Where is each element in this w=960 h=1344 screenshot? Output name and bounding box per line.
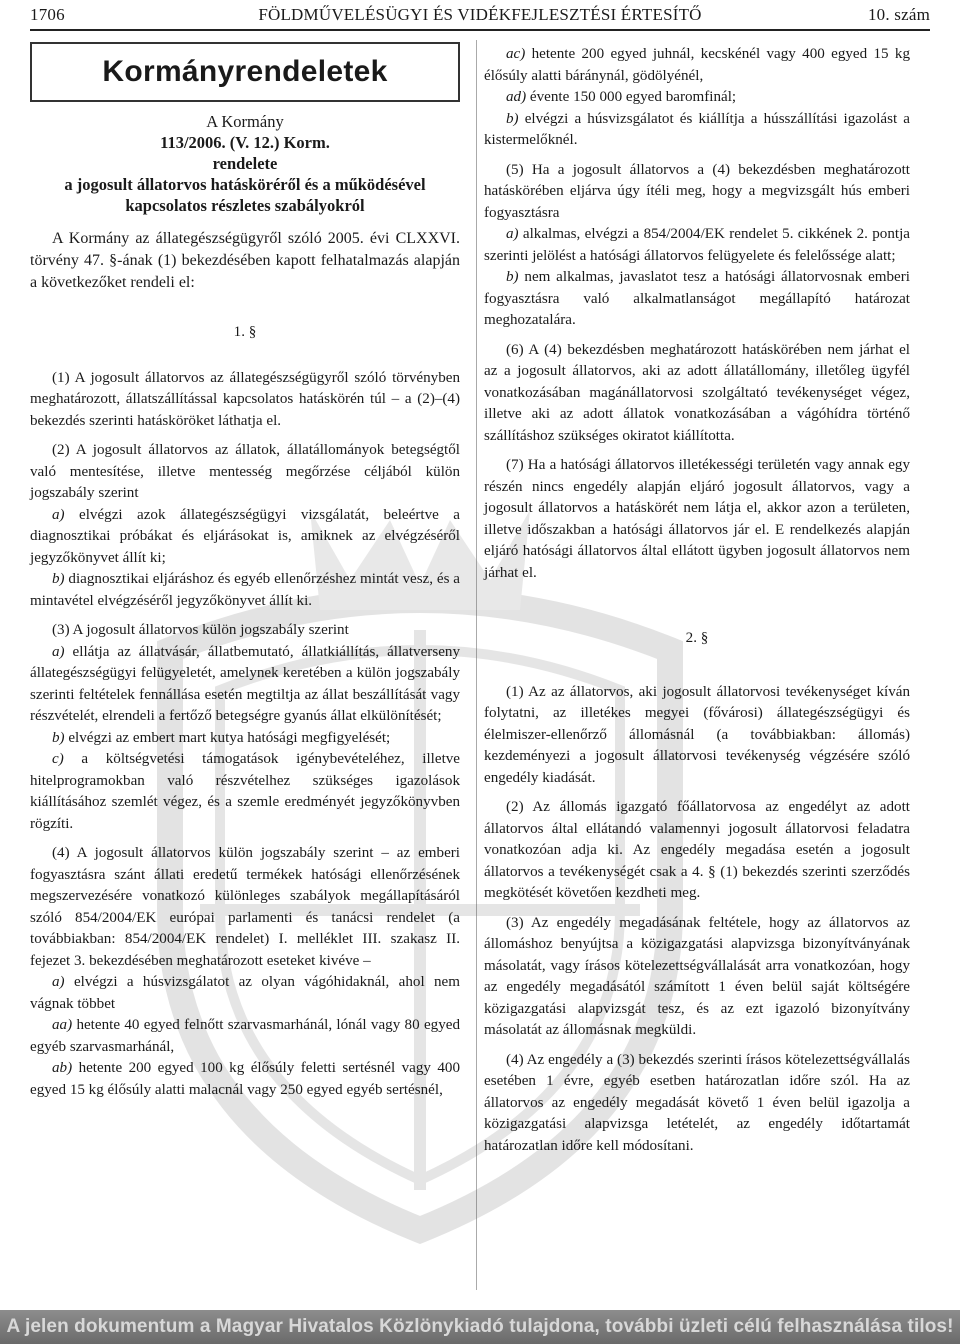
point-label: a) — [52, 506, 65, 523]
point-label: a) — [52, 643, 65, 660]
point-label: a) — [52, 974, 65, 990]
point-text: diagnosztikai eljáráshoz és egyéb ellenőrzéshez mintát vesz, és a mintavétel elvégzéséről jegyzőkönyvet állít ki. — [30, 571, 460, 609]
paragraph-1-1: (1) A jogosult állatorvos az állategészségügyről szóló törvényben meghatározott, állatszállítással kapcsolatos hatáskörén túl – a (2)–(4) bekezdés szerinti hatásköröket láthatja el. — [30, 369, 460, 429]
point-label: ac) — [506, 46, 526, 62]
paragraph-1-2: (2) A jogosult állatorvos az állatok, állatállományok betegségtől való mentesítése, illetve mentesség megőrzése céljából külön jogszabály szerint — [30, 442, 460, 501]
paragraph-2-4: (4) Az engedély a (3) bekezdés szerinti írásos kötelezettségvállalás esetében 1 évre, egyéb esetben határozatlan időre szól. Ha az állatorvos az engedély megadását követő 1 éven belül igazolja a közigazgatási alapvizsga letételét, az engedély időtartamát határozatlan időre kell módosítani. — [484, 1051, 910, 1154]
point-text: elvégzi azok állategészségügyi vizsgálatát, beleértve a diagnosztikai próbákat és eljárásokat is, amiknek az elvégzéséről jegyzőkönyvet állít ki; — [30, 506, 460, 566]
decree-title-line-2: kapcsolatos részletes szabályokról — [125, 196, 365, 215]
paragraph-2-2: (2) Az állomás igazgató főállatorvosa az engedélyt az adott állatorvos által ellátandó valamennyi jogosult állatorvosi feladatra vonatkozóan adja ki. Az engedély megadása esetén a jogosult állatorvos a tevékenységét csak a 4. § (1) bekezdés szerinti szerződés megkötését követően kezdheti meg. — [484, 799, 910, 901]
decree-kind: rendelete — [212, 154, 278, 173]
point-1-4-ac — [484, 44, 910, 87]
paragraph-2-1: (1) Az az állatorvos, aki jogosult állatorvosi tevékenységet kíván folytatni, az illetékes megyei (fővárosi) állategészségügyi és élelmiszer-ellenőrző állomásnál (a továbbiakban: állomás) kezdeményezi a jogosult állatorvosi tevékenység végzésére szóló engedély kiadását. — [484, 683, 910, 786]
section-heading-2: 2. § — [685, 630, 709, 646]
point-text: a költségvetési támogatások igénybevételéhez, illetve hitelprogramokban való részvételhez szükséges igazolások kiállításához szemlét végez, és a szemle eredményét jegyzőkönyvben rögzíti. — [30, 751, 461, 832]
point-text: ellátja az állatvásár, állatbemutató, állatkiállítás, állatverseny állategészségügyi felügyeletét, amelynek keretében a külön jogszabály szerinti feltételek fennállása esetén megtiltja az állat beszállítását vagy részvételét, elrendeli a fertőző betegségre gyanús állat elkülönítését; — [30, 643, 460, 724]
section-heading-1: 1. § — [233, 324, 257, 340]
section-banner: Kormányrendeletek — [30, 42, 460, 102]
decree-title-line-1: a jogosult állatorvos hatásköréről és a működésével — [64, 175, 426, 194]
point-label: b) — [506, 269, 519, 285]
point-label: ad) — [506, 89, 527, 105]
issuer: A Kormány — [206, 112, 284, 131]
point-1-2-b — [30, 569, 460, 612]
paragraph-1-7: (7) Ha a hatósági állatorvos illetékességi területén vagy annak egy részén nincs engedély alapján eljáró jogosult állatorvos, vagy a jogosult állatorvos a hatáskörét nem látja el, akkor azon a területen, illetve időszakban a hatósági állatorvos jár el. E rendelkezés alapján eljáró hatósági állatorvos által ellátott ügyben jogosult állatorvos nem járhat el. — [484, 457, 910, 581]
page-number: 1706 — [30, 5, 65, 24]
point-label: b) — [52, 571, 65, 587]
point-1-5-b — [484, 267, 910, 332]
point-1-5-a — [484, 224, 910, 267]
point-label: ab) — [52, 1060, 73, 1076]
point-text: hetente 200 egyed 100 kg élősúly feletti sertésnél vagy 400 egyed 15 kg élősúly alatti malacnál vagy 250 egyed egyéb sertésnél, — [30, 1060, 460, 1098]
issue-number: 10. szám — [867, 5, 930, 24]
paragraph-2-3: (3) Az engedély megadásának feltétele, hogy az állatorvos az állomáshoz benyújtsa a közigazgatási alapvizsga bizonyítványának másolatát, vagy írásos kötelezettségvállalását arra vonatkozóan, hogy az engedély megadásától számított 1 éven belül saját költségére közigazgatási alapvizsgát tesz, és az ezt igazoló bizonyítvány másolatát az állomásnak megküldi. — [484, 914, 910, 1038]
paragraph-1-5: (5) Ha a jogosult állatorvos a (4) bekezdésben meghatározott hatáskörében eljárva úgy ítéli meg, hogy a megvizsgált hús emberi fogyasztásra — [484, 161, 910, 221]
right-column — [484, 44, 910, 1157]
point-label: aa) — [52, 1017, 73, 1033]
point-text: nem alkalmas, javaslatot tesz a hatósági állatorvosnak emberi fogyasztásra való alkalmatlanságot megállapító határozat meghozatalára. — [484, 269, 910, 328]
column-divider — [476, 40, 477, 1290]
point-text: évente 150 000 egyed baromfinál; — [529, 89, 737, 105]
point-label: b) — [52, 729, 65, 746]
point-1-3-a — [30, 642, 460, 728]
left-column — [30, 42, 460, 1101]
point-1-4-b — [484, 109, 910, 152]
point-label: a) — [506, 226, 519, 242]
point-label: b) — [506, 110, 519, 127]
copyright-footer: A jelen dokumentum a Magyar Hivatalos Közlönykiadó tulajdona, további üzleti célú felhasználása tilos! — [0, 1310, 960, 1344]
decree-number: 113/2006. (V. 12.) Korm. — [160, 133, 330, 152]
paragraph-1-6: (6) A (4) bekezdésben meghatározott hatáskörében nem járhat el az a jogosult állatorvos, aki az adott állatállomány, illetőleg ügyfél vonatkozásában magánállatorvosi szolgáltató tevékenységet végez, illetve aki az adott állatok vonatkozásában a vágóhídra történő szállításhoz szükséges okiratot kiállította. — [484, 341, 910, 444]
point-1-2-a — [30, 505, 460, 570]
header-rule — [30, 29, 930, 31]
point-text: elvégzi az embert mart kutya hatósági megfigyelését; — [68, 729, 391, 746]
paragraph-1-4: (4) A jogosult állatorvos külön jogszabály szerint – az emberi fogyasztásra szánt állati eredetű termékek hatósági ellenőrzésének megszervezésére vonatkozó különleges szabályok megállapításáról szóló 854/2004/EK európai parlamenti és tanácsi rendelet (a továbbiakban: 854/2004/EK rendelet) I. melléklet III. szakasz II. fejezet 3. bekezdésében meghatározott eseteket kivéve – — [30, 845, 460, 969]
point-text: elvégzi a húsvizsgálatot és kiállítja a hússzállítási igazolást a kistermelőknél. — [484, 110, 911, 148]
point-1-3-b — [30, 728, 460, 750]
page-header — [30, 4, 930, 26]
point-1-4-ab — [30, 1058, 460, 1101]
journal-title: FÖLDMŰVELÉSÜGYI ÉS VIDÉKFEJLESZTÉSI ÉRTESÍTŐ — [258, 5, 702, 24]
point-text: elvégzi a húsvizsgálatot az olyan vágóhidaknál, ahol nem vágnak többet — [30, 974, 460, 1012]
paragraph-1-3: (3) A jogosult állatorvos külön jogszabály szerint — [52, 622, 349, 638]
point-text: hetente 200 egyed juhnál, kecskénél vagy 400 egyed 15 kg élősúly alatti báránynál, gödölyénél, — [484, 46, 910, 84]
preamble: A Kormány az állategészségügyről szóló 2005. évi CLXXVI. törvény 47. §-ának (1) bekezdésében kapott felhatalmazás alapján a következőket rendeli el: — [30, 230, 460, 291]
point-1-4-a — [30, 972, 460, 1015]
point-1-3-c — [30, 749, 460, 835]
point-1-4-ad — [484, 87, 910, 109]
point-label: c) — [52, 751, 64, 767]
point-text: hetente 40 egyed felnőtt szarvasmarhánál, lónál vagy 80 egyed egyéb szarvasmarhánál, — [30, 1017, 460, 1055]
point-1-4-aa — [30, 1015, 460, 1058]
point-text: alkalmas, elvégzi a 854/2004/EK rendelet 5. cikkének 2. pontja szerinti jelölést a hatósági állatorvos felügyelete és felelőssége alatt; — [484, 226, 910, 264]
